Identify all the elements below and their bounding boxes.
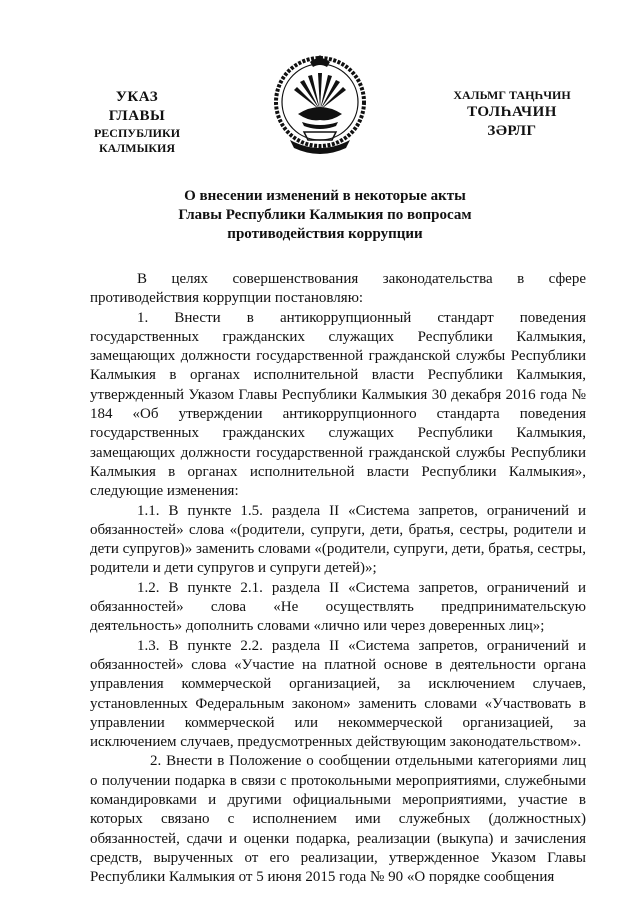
paragraph-item-1-3: 1.3. В пункте 2.2. раздела II «Система запретов, ограничений и обязанностей» слова «Участие на платной основе в деятельности органа управления коммерческой организацией, за исключением случаев, установленных Федеральным законом» заменить словами «Участвовать в управлении коммерческой или некоммерческой организацией, за исключением случаев, предусмотренных действующим законодательством». (90, 637, 586, 751)
document-title (90, 187, 560, 244)
title-line1: О внесении изменений в некоторые акты (184, 188, 466, 204)
header-right-block (432, 88, 592, 141)
header-right-line1: ХАЛЬМГ ТАҢҺЧИН (453, 88, 571, 102)
title-line3: противодействия коррупции (227, 226, 423, 242)
header-left-line3: РЕСПУБЛИКИ КАЛМЫКИЯ (93, 126, 181, 155)
header-left-block (62, 88, 212, 156)
paragraph-item-1-1: 1.1. В пункте 1.5. раздела II «Система запретов, ограничений и обязанностей» слова «(родители, супруги, дети, братья, сестры, родители и дети супругов)» заменить словами «(родители, супруги, дети, братья, сестры, родители и дети супругов и супруги детей)»; (90, 502, 586, 577)
header-right-line3: ЗӘРЛГ (487, 123, 537, 139)
header-left-line1: УКАЗ (115, 89, 159, 105)
coat-of-arms-emblem (270, 52, 370, 158)
paragraph-item-1-2: 1.2. В пункте 2.1. раздела II «Система запретов, ограничений и обязанностей» слова «Не осуществлять предпринимательскую деятельность» дополнить словами «лично или через доверенных лиц»; (90, 579, 586, 635)
document-body (90, 270, 586, 888)
paragraph-item-1: 1. Внести в антикоррупционный стандарт поведения государственных гражданских служащих Республики Калмыкия, замещающих должности государственной гражданской службы Республики Калмыкия в органах исполнительной власти Республики Калмыкия, утвержденный Указом Главы Республики Калмыкия 30 декабря 2016 года № 184 «Об утверждении антикоррупционного стандарта поведения государственных гражданских служащих Республики Калмыкия, замещающих должности государственной гражданской службы Республики Калмыкия в органах исполнительной власти Республики Калмыкия», следующие изменения: (90, 309, 586, 500)
header-left-line2: ГЛАВЫ (108, 108, 166, 124)
title-line2: Главы Республики Калмыкия по вопросам (178, 207, 472, 223)
paragraph-preamble: В целях совершенствования законодательства в сфере противодействия коррупции постановляю: (90, 271, 586, 307)
header-right-line2: ТОЛҺАЧИН (467, 104, 557, 120)
paragraph-item-2: 2. Внести в Положение о сообщении отдельными категориями лиц о получении подарка в связи с протокольными мероприятиями, служебными командировками и другими официальными мероприятиями, участие в которых связано с исполнением ими служебных (должностных) обязанностей, сдачи и оценки подарка, реализации (выкупа) и зачисления средств, вырученных от его реализации, утвержденное Указом Главы Республики Калмыкия от 5 июня 2015 года № 90 «О порядке сообщения (90, 753, 586, 886)
